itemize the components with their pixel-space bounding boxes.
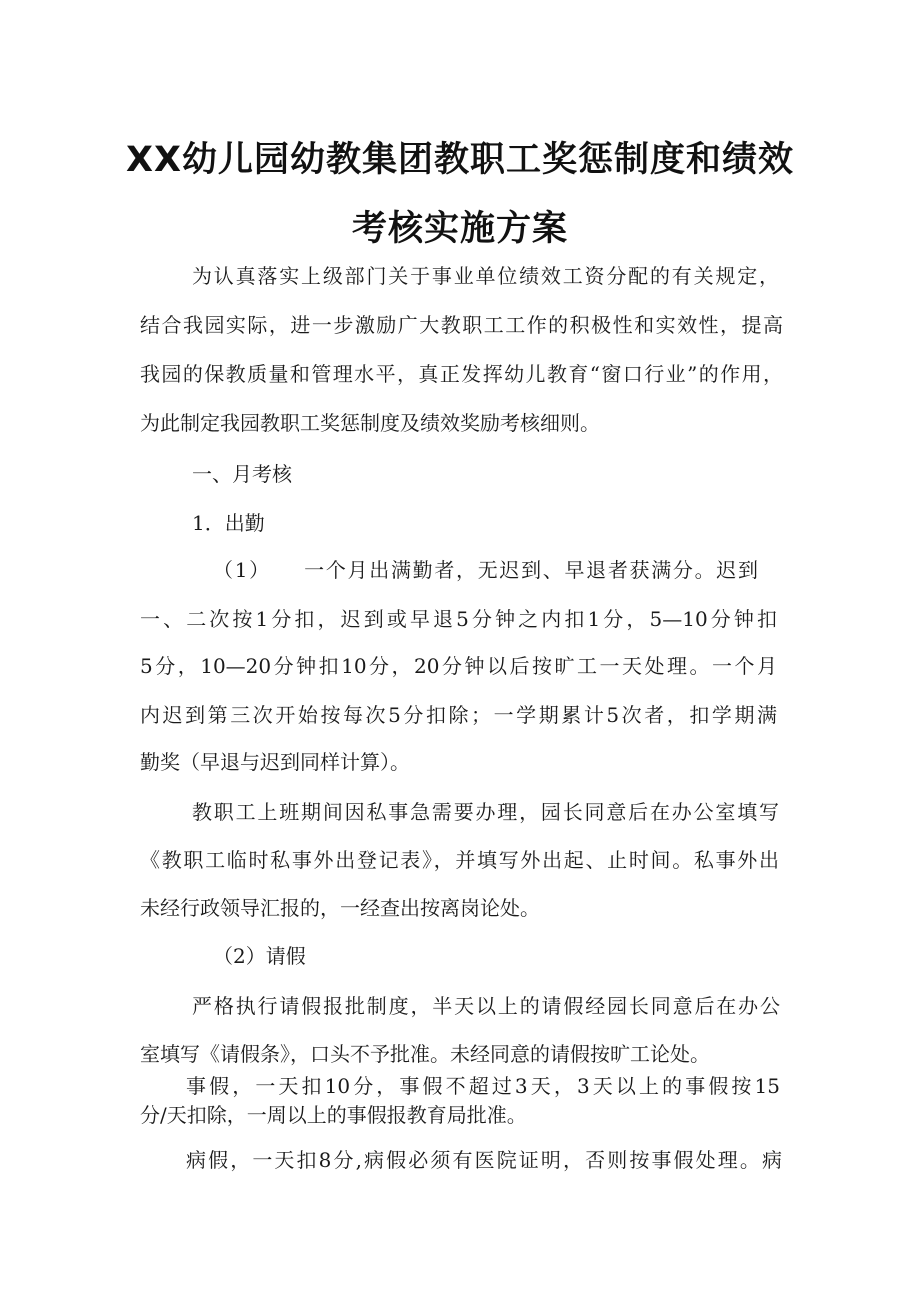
paragraph-intro-line-4: 为此制定我园教职工奖惩制度及绩效奖励考核细则。: [140, 411, 600, 435]
paragraph-intro-line-3: 我园的保教质量和管理水平，真正发挥幼儿教育“窗口行业”的作用，: [140, 362, 783, 386]
leave-request-line-1: 严格执行请假报批制度，半天以上的请假经园长同意后在办公: [192, 994, 780, 1018]
section-heading-monthly-assessment: 一、月考核: [192, 462, 292, 486]
document-title-line-1: XX幼儿园幼教集团教职工奖惩制度和绩效: [126, 140, 794, 180]
attendance-rule-line-3: 5分，10—20分钟扣10分，20分钟以后按旷工一天处理。一个月: [140, 654, 777, 678]
personal-leave-line-2: 《教职工临时私事外出登记表》，并填写外出起、止时间。私事外出: [140, 848, 779, 872]
personal-leave-line-1: 教职工上班期间因私事急需要办理，园长同意后在办公室填写: [192, 800, 779, 824]
document-title-line-2: 考核实施方案: [351, 209, 568, 249]
personal-leave-line-3: 未经行政领导汇报的，一经查出按离岗论处。: [140, 896, 540, 920]
sick-leave-line-1: 病假，一天扣8分,病假必须有医院证明，否则按事假处理。病: [186, 1148, 782, 1172]
attendance-rule-line-2: 一、二次按1分扣，迟到或早退5分钟之内扣1分，5—10分钟扣: [140, 607, 777, 631]
paragraph-intro-line-1: 为认真落实上级部门关于事业单位绩效工资分配的有关规定，: [192, 264, 779, 288]
attendance-rule-line-1: （1） 一个月出满勤者，无迟到、早退者获满分。迟到: [213, 558, 758, 582]
attendance-rule-line-5: 勤奖（早退与迟到同样计算）。: [140, 750, 410, 774]
personal-leave-deduction-line-1: 事假，一天扣10分，事假不超过3天，3天以上的事假按15: [186, 1074, 780, 1098]
subsection-heading-attendance: 1．出勤: [192, 511, 265, 535]
attendance-rule-line-4: 内迟到第三次开始按每次5分扣除；一学期累计5次者，扣学期满: [140, 703, 777, 727]
paragraph-intro-line-2: 结合我园实际，进一步激励广大教职工工作的积极性和实效性，提高: [140, 313, 783, 337]
subsection-heading-leave-request: （2）请假: [213, 944, 306, 968]
leave-request-line-2: 室填写《请假条》，口头不予批准。未经同意的请假按旷工论处。: [140, 1042, 710, 1066]
personal-leave-deduction-line-2: 分/天扣除，一周以上的事假报教育局批准。: [140, 1103, 527, 1127]
